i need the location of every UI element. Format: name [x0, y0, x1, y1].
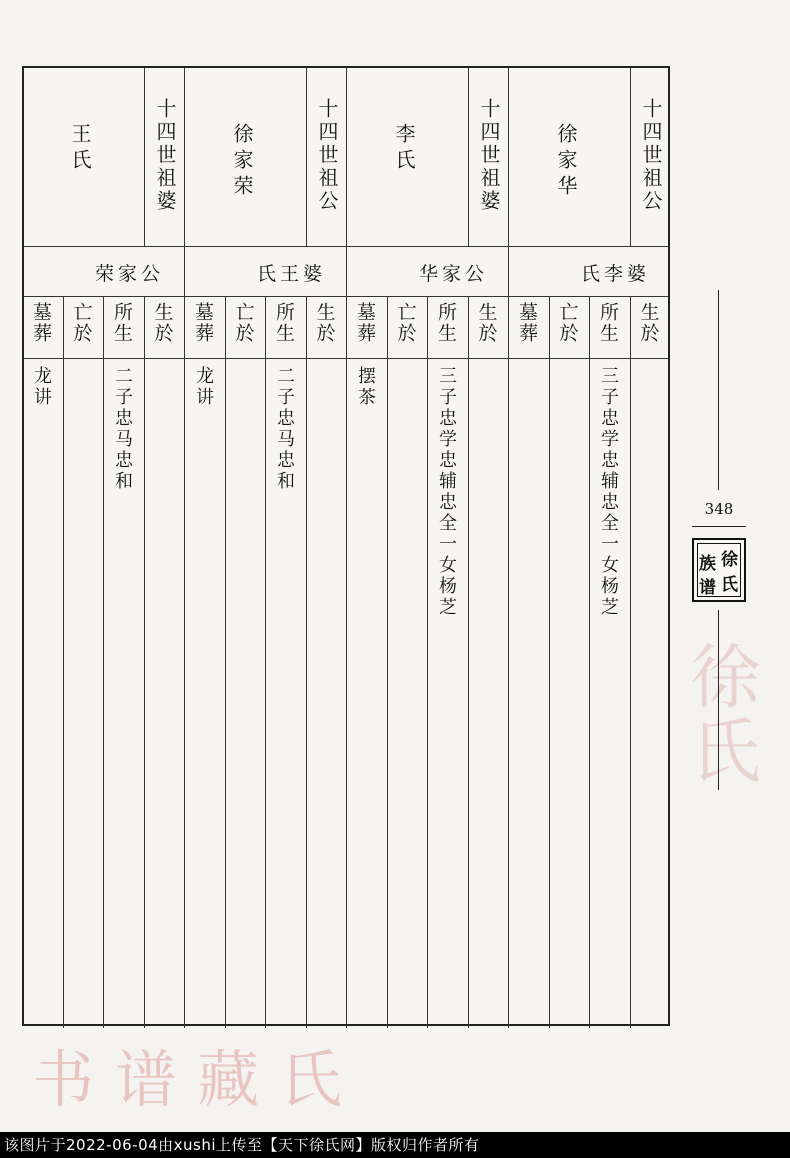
seal-logo	[692, 538, 746, 602]
field-label: 所生	[435, 302, 457, 344]
field-label: 墓葬	[354, 302, 376, 344]
margin-rule-bottom	[718, 610, 719, 790]
field-label: 亡於	[556, 302, 579, 344]
watermark-char: 书	[32, 1043, 95, 1116]
person-name: 李氏	[392, 123, 416, 175]
field-label: 亡於	[232, 302, 255, 344]
page-number: 348	[704, 500, 734, 518]
person-name: 徐家荣	[230, 123, 254, 201]
page-number-divider	[692, 526, 746, 527]
field-label: 亡於	[394, 302, 417, 344]
field-value-children: 三子忠学忠辅忠全一女杨芝	[598, 366, 619, 618]
person-column	[346, 68, 508, 1028]
person-column	[184, 68, 346, 1028]
person-column	[22, 68, 184, 1028]
generation-label: 十四世祖婆	[153, 98, 177, 213]
field-label: 生於	[475, 302, 498, 344]
field-label: 生於	[151, 302, 174, 344]
person-name: 徐家华	[554, 123, 578, 201]
field-value-burial: 龙讲	[31, 366, 52, 408]
field-label: 墓葬	[516, 302, 538, 344]
spouse-label: 荣家公	[94, 263, 164, 285]
spouse-label: 氏李婆	[580, 263, 650, 285]
field-value-children: 二子忠马忠和	[274, 366, 295, 492]
footer-banner: 该图片于2022-06-04由xushi上传至【天下徐氏网】版权归作者所有	[0, 1132, 790, 1158]
margin-rule-top	[718, 290, 719, 490]
watermark-char: 藏	[197, 1043, 260, 1116]
seal-char: 氏	[721, 575, 738, 595]
field-value-burial: 龙讲	[193, 366, 214, 408]
field-label: 墓葬	[192, 302, 214, 344]
field-label: 墓葬	[30, 302, 52, 344]
table-row-divider	[24, 358, 668, 359]
table-row-divider	[24, 246, 668, 247]
field-label: 生於	[637, 302, 660, 344]
field-label: 亡於	[70, 302, 93, 344]
spouse-label: 氏王婆	[256, 263, 326, 285]
generation-label: 十四世祖婆	[477, 98, 501, 213]
watermark-char: 谱	[114, 1043, 177, 1116]
field-value-burial: 摆茶	[355, 366, 376, 408]
seal-char: 族	[699, 554, 716, 574]
person-column	[508, 68, 670, 1028]
field-label: 所生	[111, 302, 133, 344]
watermark-char: 氏	[279, 1043, 342, 1116]
field-label: 生於	[313, 302, 336, 344]
field-label: 所生	[597, 302, 619, 344]
generation-label: 十四世祖公	[315, 98, 339, 213]
table-row-divider	[24, 296, 668, 297]
seal-char: 谱	[699, 578, 716, 598]
field-value-children: 三子忠学忠辅忠全一女杨芝	[436, 366, 457, 618]
watermark-right-text: 徐氏	[679, 640, 761, 788]
generation-label: 十四世祖公	[639, 98, 663, 213]
genealogy-table	[22, 66, 670, 1026]
seal-char: 徐	[721, 550, 738, 570]
person-name: 王氏	[68, 123, 92, 175]
spouse-label: 华家公	[418, 263, 488, 285]
field-value-children: 二子忠马忠和	[112, 366, 133, 492]
field-label: 所生	[273, 302, 295, 344]
